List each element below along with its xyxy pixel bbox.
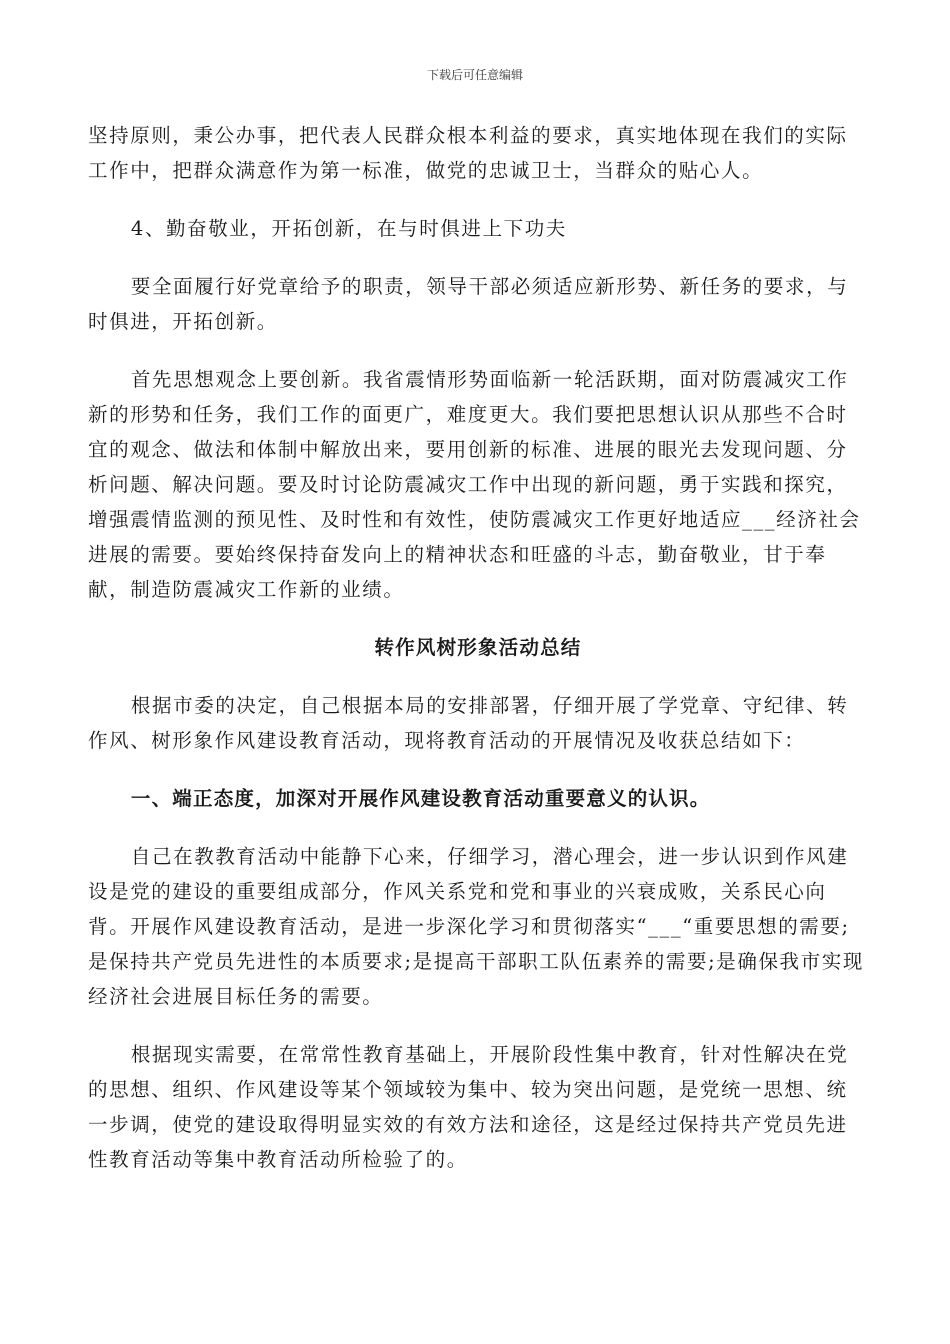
- document-body: [88, 118, 868, 1200]
- paragraph: 首先思想观念上要创新。我省震情形势面临新一轮活跃期，面对防震减灾工作新的形势和任务，我们工作的面更广，难度更大。我们要把思想认识从那些不合时宜的观念、做法和体制中解放出来，要用创新的标准、进展的眼光去发现问题、分析问题、解决问题。要及时讨论防震减灾工作中出现的新问题，勇于实践和探究，增强震情监测的预见性、及时性和有效性，使防震减灾工作更好地适应___经济社会进展的需要。要始终保持奋发向上的精神状态和旺盛的斗志，勤奋敬业，甘于奉献，制造防震减灾工作新的业绩。: [88, 368, 861, 601]
- section-subheading: 4、勤奋敬业，开拓创新，在与时俱进上下功夫: [130, 217, 567, 240]
- paragraph: 根据现实需要，在常常性教育基础上，开展阶段性集中教育，针对性解决在党的思想、组织、作风建设等某个领域较为集中、较为突出问题，是党统一思想、统一步调，使党的建设取得明显实效的有效方法和途径，这是经过保持共产党员先进性教育活动等集中教育活动所检验了的。: [88, 1043, 849, 1171]
- section-heading: 一、端正态度，加深对开展作风建设教育活动重要意义的认识。: [130, 787, 711, 810]
- document-title: 转作风树形象活动总结: [374, 636, 582, 659]
- paragraph: 自己在教教育活动中能静下心来，仔细学习，潜心理会，进一步认识到作风建设是党的建设的重要组成部分，作风关系党和党和事业的兴衰成败，关系民心向背。开展作风建设教育活动，是进一步深化学习和贯彻落实“___“重要思想的需要;是保持共产党员先进性的本质要求;是提高干部职工队伍素养的需要;是确保我市实现经济社会进展目标任务的需要。: [88, 845, 864, 1008]
- paragraph: 根据市委的决定，自己根据本局的安排部署，仔细开展了学党章、守纪律、转作风、树形象作风建设教育活动，现将教育活动的开展情况及收获总结如下：: [88, 694, 849, 752]
- paragraph-continued: 坚持原则，秉公办事，把代表人民群众根本利益的要求，真实地体现在我们的实际工作中，把群众满意作为第一标准，做党的忠诚卫士，当群众的贴心人。: [88, 124, 848, 182]
- paragraph: 要全面履行好党章给予的职责，领导干部必须适应新形势、新任务的要求，与时俱进，开拓创新。: [88, 275, 849, 333]
- page-header: 下载后可任意编辑: [426, 68, 523, 82]
